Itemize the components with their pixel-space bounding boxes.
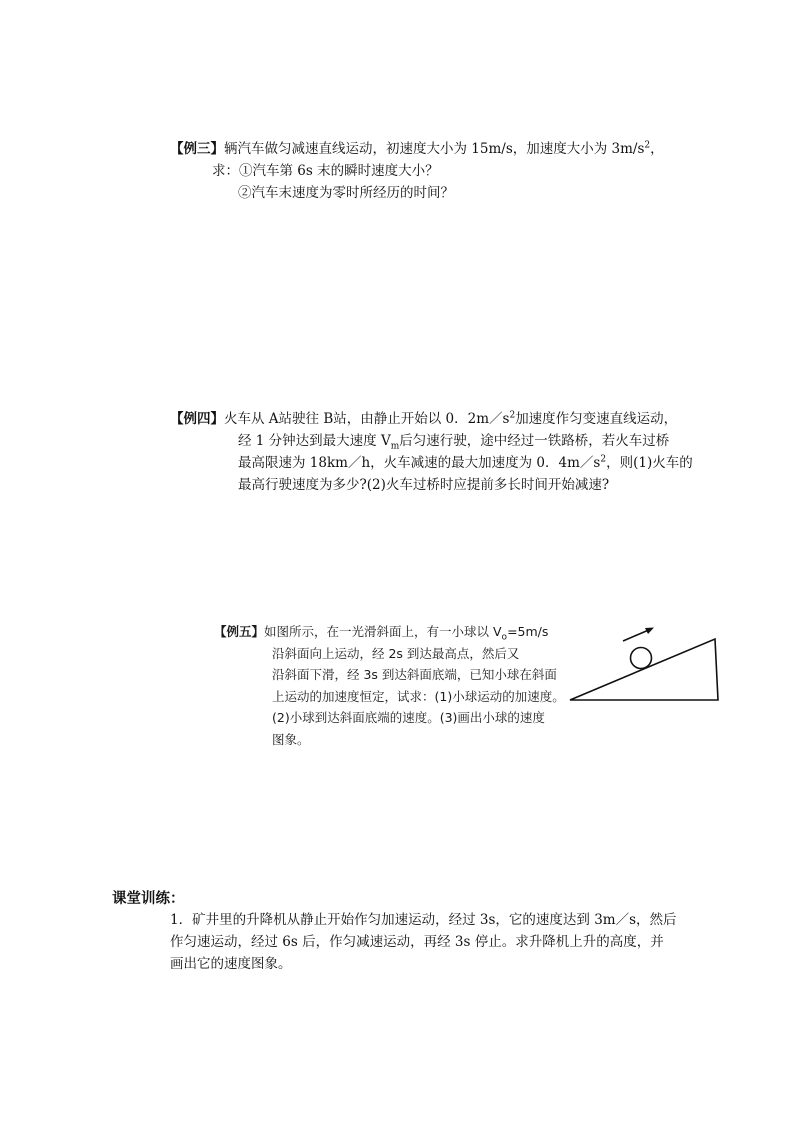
example-4-line-2: 经 1 分钟达到最大速度 $V_m$后匀速行驶，途中经过一铁路桥，若火车过桥 (238, 433, 670, 452)
example-5-line-6: 图象。 (272, 731, 310, 747)
example-5-line-1: 【例五】如图所示，在一光滑斜面上，有一小球以 $V_o=5m/s$ (214, 624, 549, 643)
example-4-label: 【例四】 (170, 411, 224, 427)
example-4 (170, 408, 693, 496)
practice-q1-line-2: 作匀速运动，经过 6s 后，作匀减速运动，再经 3s 停止。求升降机上升的高度，并 (170, 934, 664, 950)
example-5-label: 【例五】 (214, 624, 265, 639)
example-5-line-2: 沿斜面向上运动，经 2s 到达最高点，然后又 (272, 645, 520, 661)
example-5 (214, 621, 565, 750)
example-3-line-3: ②汽车末速度为零时所经历的时间？ (238, 185, 454, 201)
example-5-line-3: 沿斜面下滑，经 3s 到达斜面底端，已知小球在斜面 (272, 667, 557, 682)
practice-question-1 (170, 909, 677, 975)
example-5-line-4: 上运动的加速度恒定，试求：(1)小球运动的加速度。 (272, 688, 565, 704)
example-4-line-4: 最高行驶速度为多少?(2)火车过桥时应提前多长时间开始减速? (238, 477, 610, 493)
example-3-label: 【例三】 (170, 141, 224, 157)
incline-figure (560, 620, 730, 710)
example-3-line-1: 【例三】辆汽车做匀减速直线运动，初速度大小为 15m/s，加速度大小为 $3m/s^2$， (170, 140, 664, 157)
example-3 (170, 138, 664, 204)
example-4-line-3: 最高限速为 18km／h，火车减速的最大加速度为 0．$4m/s^2$，则(1)火车的 (238, 454, 693, 471)
practice-heading: 课堂训练： (112, 891, 185, 907)
example-5-line-5: (2)小球到达斜面底端的速度。(3)画出小球的速度 (272, 710, 545, 725)
practice-q1-line-1: 1．矿井里的升降机从静止开始作匀加速运动，经过 3s，它的速度达到 3m／s，然后 (170, 912, 677, 928)
example-4-line-1: 【例四】火车从 A站驶往 B站，由静止开始以 0．$2m/s^2$加速度作匀变速直线运动， (170, 410, 678, 427)
practice-q1-line-3: 画出它的速度图象。 (170, 956, 292, 972)
example-3-line-2: 求：①汽车第 6s 末的瞬时速度大小？ (212, 163, 439, 179)
ball (631, 648, 652, 669)
